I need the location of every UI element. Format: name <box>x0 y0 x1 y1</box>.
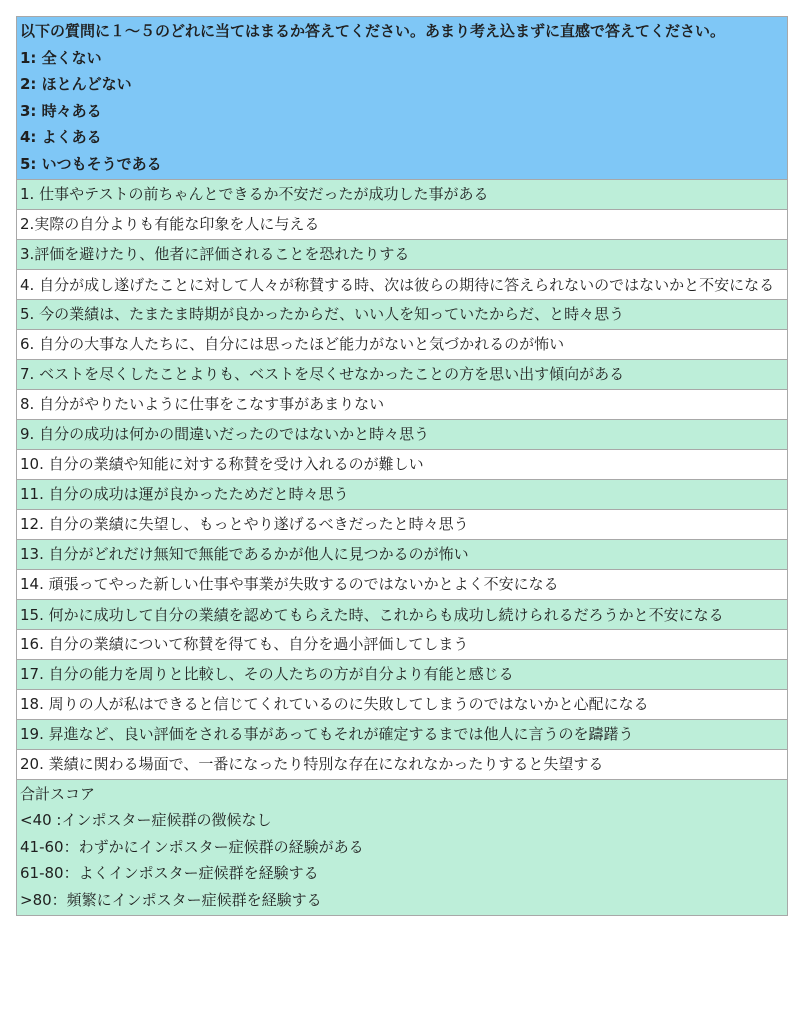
question-text: 16. 自分の業績について称賛を得ても、自分を過小評価してしまう <box>17 629 788 659</box>
question-text: 17. 自分の能力を周りと比較し、その人たちの方が自分より有能と感じる <box>17 659 788 689</box>
question-row-9 <box>17 419 788 449</box>
score-cell <box>17 779 788 915</box>
question-row-14 <box>17 569 788 599</box>
question-row-17 <box>17 659 788 689</box>
question-row-8 <box>17 389 788 419</box>
question-text: 19. 昇進など、良い評価をされる事があってもそれが確定するまでは他人に言うのを躊躇う <box>17 719 788 749</box>
question-text: 9. 自分の成功は何かの間違いだったのではないかと時々思う <box>17 419 788 449</box>
question-row-11 <box>17 479 788 509</box>
scale-option-3: 3: 時々ある <box>20 101 102 120</box>
score-title: 合計スコア <box>20 784 96 803</box>
question-row-15 <box>17 599 788 629</box>
question-text: 18. 周りの人が私はできると信じてくれているのに失敗してしまうのではないかと心配になる <box>17 689 788 719</box>
scale-option-4: 4: よくある <box>20 128 102 147</box>
instructions-text: 以下の質問に１～５のどれに当てはまるか答えてください。あまり考え込まずに直感で答えてください。 <box>20 22 726 40</box>
question-row-4 <box>17 269 788 299</box>
question-row-7 <box>17 359 788 389</box>
question-text: 2.実際の自分よりも有能な印象を人に与える <box>17 209 788 239</box>
question-row-10 <box>17 449 788 479</box>
question-text: 15. 何かに成功して自分の業績を認めてもらえた時、これからも成功し続けられるだろうかと不安になる <box>17 599 788 629</box>
score-row <box>17 779 788 915</box>
question-text: 3.評価を避けたり、他者に評価されることを恐れたりする <box>17 239 788 269</box>
question-row-19 <box>17 719 788 749</box>
question-text: 14. 頑張ってやった新しい仕事や事業が失敗するのではないかとよく不安になる <box>17 569 788 599</box>
question-text: 11. 自分の成功は運が良かったためだと時々思う <box>17 479 788 509</box>
question-text: 12. 自分の業績に失望し、もっとやり遂げるべきだったと時々思う <box>17 509 788 539</box>
question-text: 6. 自分の大事な人たちに、自分には思ったほど能力がないと気づかれるのが怖い <box>17 329 788 359</box>
question-text: 4. 自分が成し遂げたことに対して人々が称賛する時、次は彼らの期待に答えられないのではないかと不安になる <box>17 269 788 299</box>
question-row-6 <box>17 329 788 359</box>
scale-option-2: 2: ほとんどない <box>20 75 132 94</box>
instructions-cell <box>17 17 788 180</box>
question-row-20 <box>17 749 788 779</box>
question-text: 1. 仕事やテストの前ちゃんとできるか不安だったが成功した事がある <box>17 179 788 209</box>
question-text: 7. ベストを尽くしたことよりも、ベストを尽くせなかったことの方を思い出す傾向がある <box>17 359 788 389</box>
scale-option-5: 5: いつもそうである <box>20 154 162 173</box>
question-row-1 <box>17 179 788 209</box>
score-range-4: >80：頻繁にインポスター症候群を経験する <box>20 890 322 909</box>
question-row-18 <box>17 689 788 719</box>
question-row-3 <box>17 239 788 269</box>
question-row-16 <box>17 629 788 659</box>
score-range-1: <40 :インポスター症候群の徴候なし <box>20 811 272 830</box>
questionnaire-table <box>16 16 788 916</box>
question-row-13 <box>17 539 788 569</box>
question-text: 10. 自分の業績や知能に対する称賛を受け入れるのが難しい <box>17 449 788 479</box>
score-range-3: 61-80：よくインポスター症候群を経験する <box>20 864 319 883</box>
score-range-2: 41-60：わずかにインポスター症候群の経験がある <box>20 837 364 856</box>
question-row-12 <box>17 509 788 539</box>
instructions-row <box>17 17 788 180</box>
question-text: 20. 業績に関わる場面で、一番になったり特別な存在になれなかったりすると失望する <box>17 749 788 779</box>
question-text: 8. 自分がやりたいように仕事をこなす事があまりない <box>17 389 788 419</box>
question-text: 5. 今の業績は、たまたま時期が良かったからだ、いい人を知っていたからだ、と時々思う <box>17 299 788 329</box>
question-text: 13. 自分がどれだけ無知で無能であるかが他人に見つかるのが怖い <box>17 539 788 569</box>
question-row-5 <box>17 299 788 329</box>
question-row-2 <box>17 209 788 239</box>
scale-option-1: 1: 全くない <box>20 48 102 67</box>
